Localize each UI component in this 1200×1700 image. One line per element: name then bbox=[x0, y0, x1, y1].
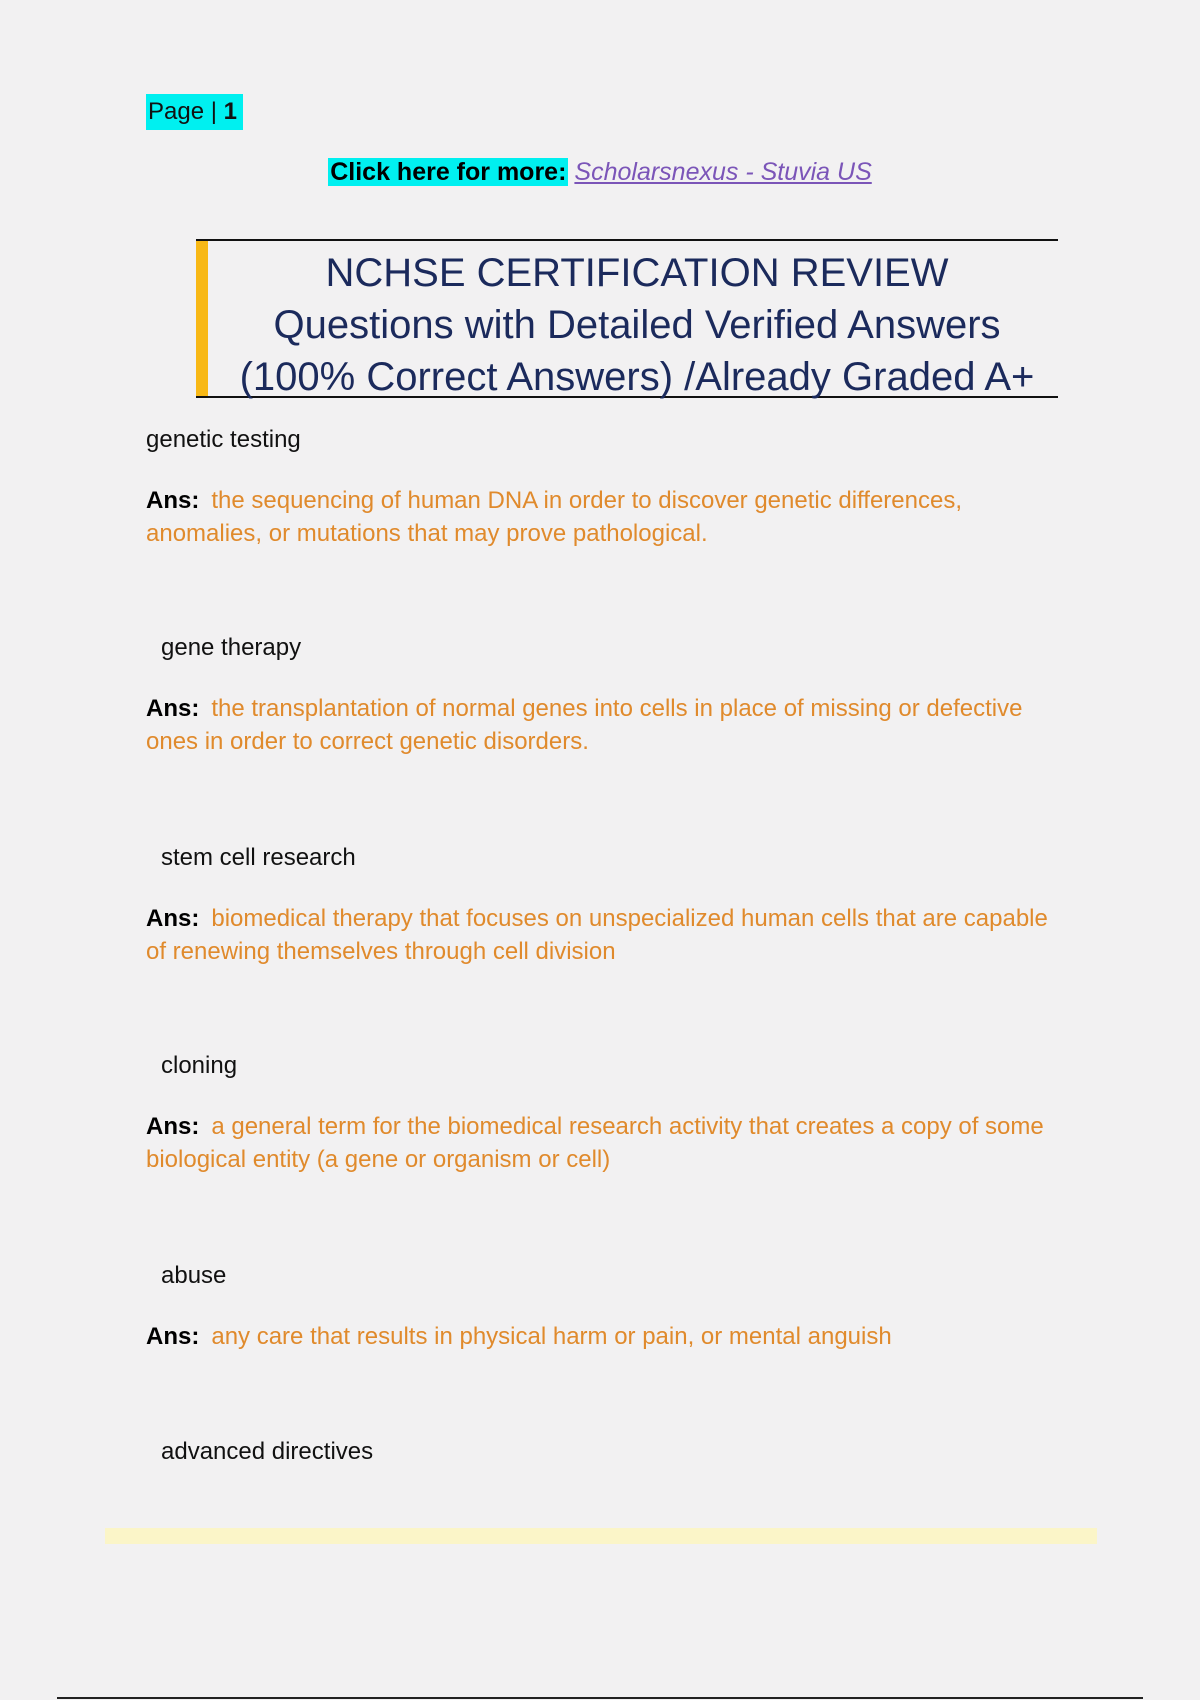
ans-label: Ans: bbox=[146, 695, 200, 722]
title-line-3: (100% Correct Answers) /Already Graded A+ bbox=[239, 355, 1035, 399]
answer-genetic-testing bbox=[146, 484, 1066, 550]
ans-label: Ans: bbox=[146, 1323, 200, 1350]
ans-label: Ans: bbox=[146, 1113, 200, 1140]
term-genetic-testing: genetic testing bbox=[146, 426, 301, 453]
answer-text: a general term for the biomedical research activity that creates a copy of some biological entity (a gene or organism or cell) bbox=[146, 1113, 1044, 1173]
highlight-strip bbox=[105, 1528, 1097, 1544]
ans-label: Ans: bbox=[146, 487, 200, 514]
answer-cloning bbox=[146, 1110, 1066, 1176]
ans-label: Ans: bbox=[146, 905, 200, 932]
page-number: 1 bbox=[223, 98, 237, 125]
document-title-box bbox=[196, 239, 1058, 398]
footer-divider bbox=[57, 1697, 1143, 1699]
promo-line bbox=[0, 154, 1200, 190]
answer-stem-cell-research bbox=[146, 902, 1066, 968]
document-title bbox=[216, 247, 1058, 403]
term-abuse: abuse bbox=[161, 1262, 227, 1289]
answer-text: biomedical therapy that focuses on unspecialized human cells that are capable of renewing themselves through cell division bbox=[146, 905, 1048, 965]
answer-abuse bbox=[146, 1320, 1066, 1353]
term-cloning: cloning bbox=[161, 1052, 238, 1079]
term-advanced-directives: advanced directives bbox=[161, 1438, 374, 1465]
term-gene-therapy: gene therapy bbox=[161, 634, 302, 661]
page-label: Page | bbox=[148, 98, 224, 125]
title-accent-bar bbox=[196, 241, 208, 396]
answer-text: the sequencing of human DNA in order to discover genetic differences, anomalies, or mutations that may prove pathological. bbox=[146, 487, 963, 547]
promo-link[interactable]: Scholarsnexus - Stuvia US bbox=[574, 158, 872, 186]
page-number-label bbox=[146, 94, 243, 130]
promo-label: Click here for more: bbox=[330, 158, 567, 186]
answer-text: the transplantation of normal genes into cells in place of missing or defective ones in order to correct genetic disorders. bbox=[146, 695, 1023, 755]
answer-text: any care that results in physical harm or pain, or mental anguish bbox=[211, 1323, 892, 1350]
title-line-1: NCHSE CERTIFICATION REVIEW bbox=[325, 251, 949, 295]
title-line-2: Questions with Detailed Verified Answers bbox=[273, 303, 1001, 347]
answer-gene-therapy bbox=[146, 692, 1066, 758]
term-stem-cell-research: stem cell research bbox=[161, 844, 356, 871]
